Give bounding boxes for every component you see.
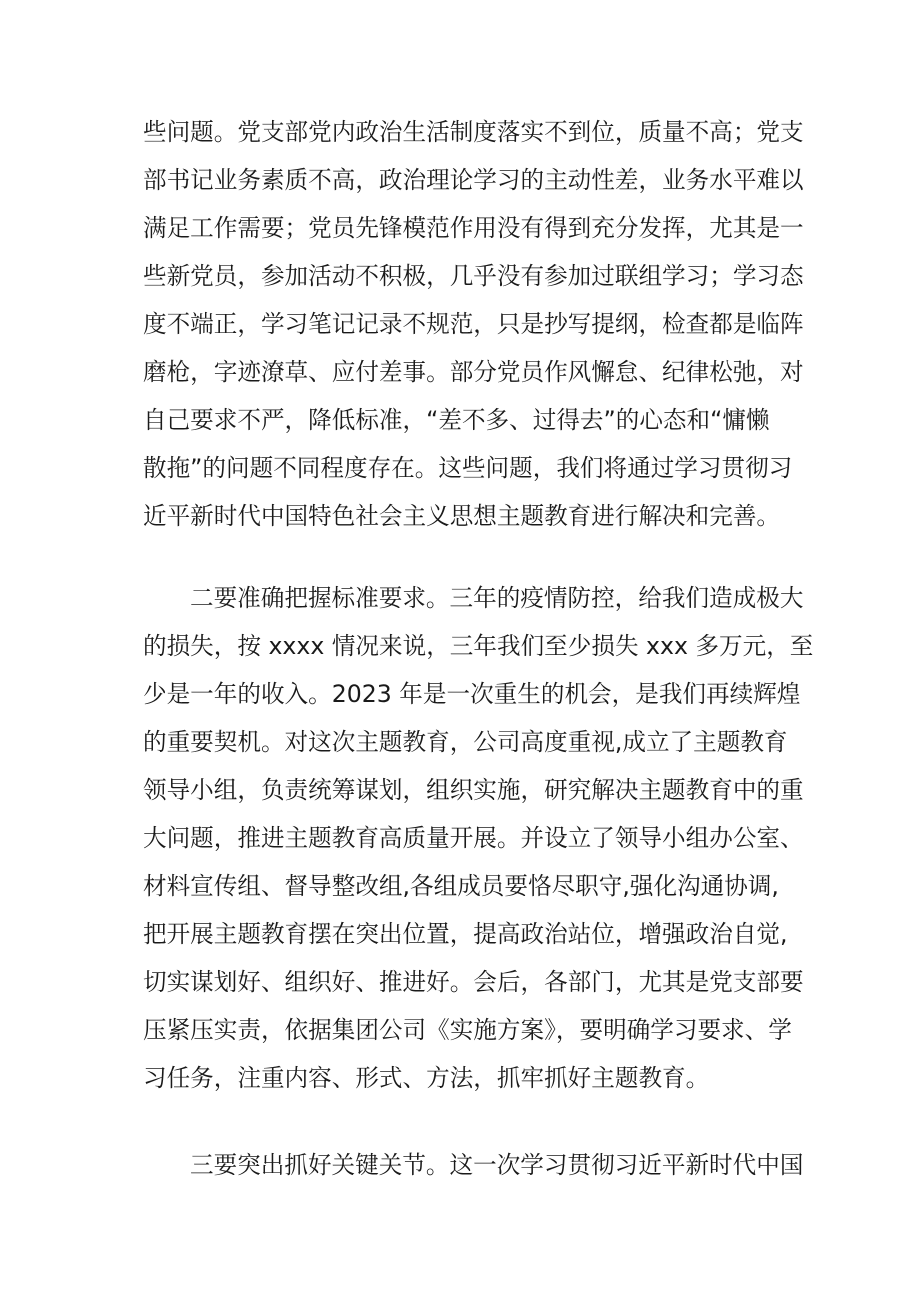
text-line: 大问题，推进主题教育高质量开展。并设立了领导小组办公室、: [143, 824, 804, 852]
text-line: 二要准确把握标准要求。三年的疫情防控，给我们造成极大: [190, 584, 804, 612]
text-line: 度不端正，学习笔记记录不规范，只是抄写提纲，检查都是临阵: [143, 310, 804, 338]
text-line: 的重要契机。对这次主题教育，公司高度重视,成立了主题教育: [143, 728, 788, 756]
text-line: 材料宣传组、督导整改组,各组成员要恪尽职守,强化沟通协调,: [143, 872, 779, 900]
text-line: 近平新时代中国特色社会主义思想主题教育进行解决和完善。: [143, 502, 781, 530]
text-line: 些问题。党支部党内政治生活制度落实不到位，质量不高；党支: [143, 118, 804, 146]
text-line: 压紧压实责，依据集团公司《实施方案》，要明确学习要求、学: [143, 1016, 792, 1044]
text-line: 的损失，按 xxxx 情况来说，三年我们至少损失 xxx 多万元，至: [143, 632, 814, 660]
text-line: 切实谋划好、组织好、推进好。会后，各部门，尤其是党支部要: [143, 968, 804, 996]
text-line: 散拖”的问题不同程度存在。这些问题，我们将通过学习贯彻习: [143, 454, 793, 482]
text-line: 自己要求不严，降低标准，“差不多、过得去”的心态和“慵懒: [143, 406, 770, 434]
text-line: 少是一年的收入。2023 年是一次重生的机会，是我们再续辉煌: [143, 680, 801, 708]
text-line: 部书记业务素质不高，政治理论学习的主动性差，业务水平难以: [143, 166, 804, 194]
text-line: 三要突出抓好关键关节。这一次学习贯彻习近平新时代中国: [190, 1151, 804, 1179]
text-line: 把开展主题教育摆在突出位置，提高政治站位，增强政治自觉,: [143, 920, 788, 948]
text-line: 习任务，注重内容、形式、方法，抓牢抓好主题教育。: [143, 1064, 710, 1092]
text-line: 领导小组，负责统筹谋划，组织实施，研究解决主题教育中的重: [143, 776, 804, 804]
text-line: 些新党员，参加活动不积极，几乎没有参加过联组学习；学习态: [143, 262, 804, 290]
text-line: 磨枪，字迹潦草、应付差事。部分党员作风懈怠、纪律松弛，对: [143, 358, 804, 386]
text-line: 满足工作需要；党员先锋模范作用没有得到充分发挥，尤其是一: [143, 214, 804, 242]
